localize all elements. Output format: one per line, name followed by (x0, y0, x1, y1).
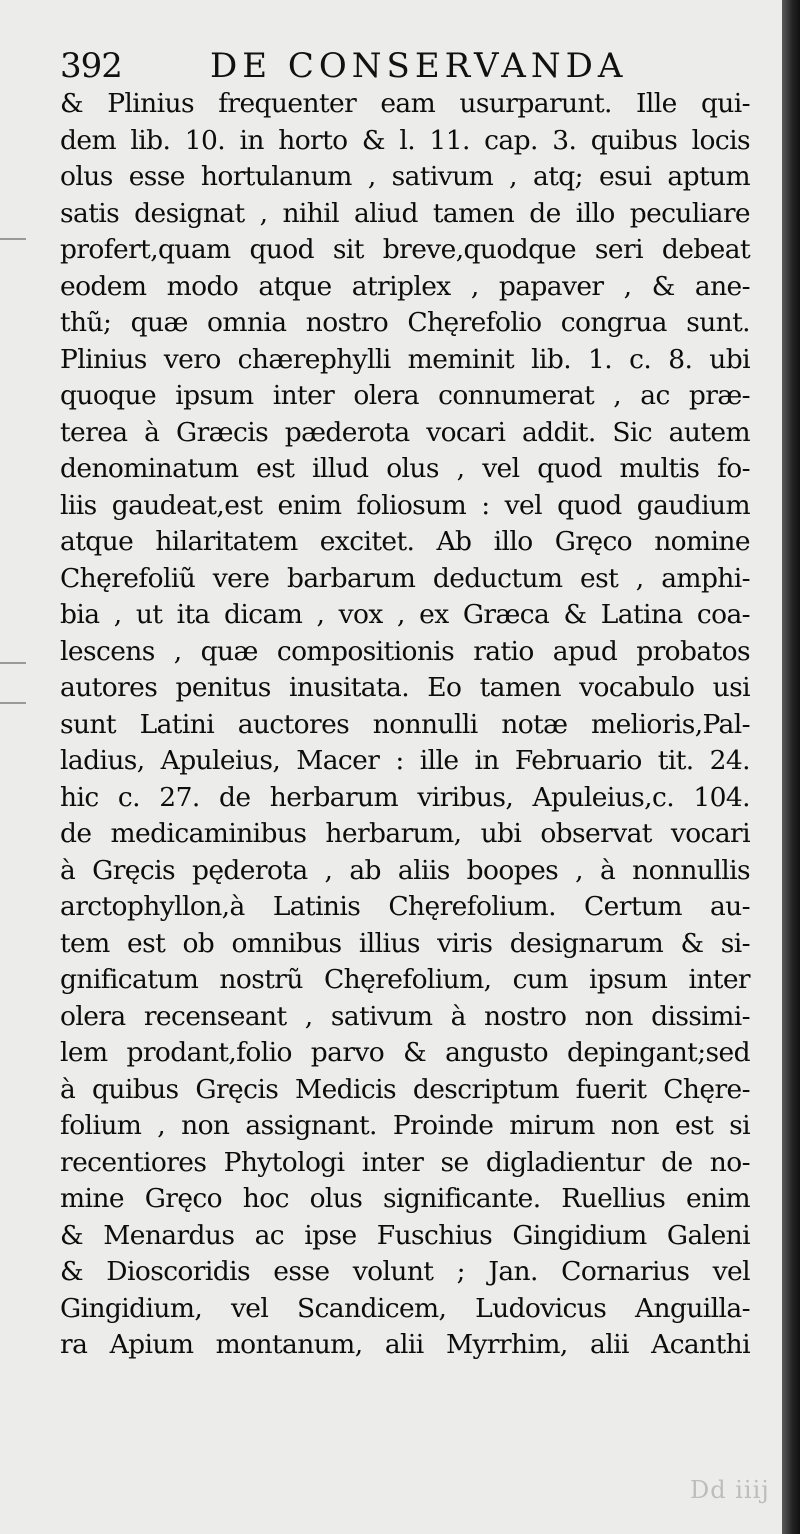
text-line: tem est ob omnibus illius viris designarum & si- (60, 927, 750, 959)
text-line: folium , non assignant. Proinde mirum non est si (60, 1110, 750, 1141)
text-line: à Gręcis pęderota , ab aliis boopes , à nonnullis (60, 854, 750, 886)
text-line: thũ; quæ omnia nostro Chęrefolio congrua sunt. (60, 307, 750, 338)
text-line: terea à Græcis pæderota vocari addit. Sic autem (60, 416, 750, 448)
text-line: ra Apium montanum, alii Myrrhim, alii Acanthi (60, 1329, 750, 1360)
text-line: liis gaudeat,est enim foliosum : vel quod gaudium (60, 489, 750, 521)
text-line: ladius, Apuleius, Macer : ille in Februario tit. 24. (60, 745, 750, 776)
running-head: DE CONSERVANDA (210, 46, 628, 86)
text-line: olus esse hortulanum , sativum , atq; esui aptum (60, 161, 750, 192)
text-line: denominatum est illud olus , vel quod multis fo- (60, 453, 750, 484)
text-line: eodem modo atque atriplex , papaver , & ane- (60, 270, 750, 302)
text-line: sunt Latini auctores nonnulli notæ melioris,Pal- (60, 708, 750, 740)
text-line: profert,quam quod sit breve,quodque seri debeat (60, 234, 750, 265)
text-line: Plinius vero chærephylli meminit lib. 1. c. 8. ubi (60, 343, 750, 375)
text-line: atque hilaritatem excitet. Ab illo Gręco nomine (60, 526, 750, 557)
text-line: bia , ut ita dicam , vox , ex Græca & Latina coa- (60, 599, 750, 630)
text-line: & Plinius frequenter eam usurparunt. Ille qui- (60, 88, 750, 119)
text-line: autores penitus inusitata. Eo tamen vocabulo usi (60, 672, 750, 703)
signature-mark: Dd iiij (690, 1476, 770, 1504)
text-line: Gingidium, vel Scandicem, Ludovicus Anguilla- (60, 1292, 750, 1324)
text-line: gnificatum nostrũ Chęrefolium, cum ipsum inter (60, 964, 750, 995)
text-line: dem lib. 10. in horto & l. 11. cap. 3. quibus locis (60, 124, 750, 156)
margin-mark (0, 702, 26, 704)
text-line: de medicaminibus herbarum, ubi observat vocari (60, 818, 750, 849)
text-line: lem prodant,folio parvo & angusto depingant;sed (60, 1037, 750, 1068)
body-text (60, 86, 750, 1364)
text-line: hic c. 27. de herbarum viribus, Apuleius,c. 104. (60, 781, 750, 813)
text-line: Chęrefoliũ vere barbarum deductum est , amphi- (60, 562, 750, 594)
margin-mark (0, 238, 26, 240)
text-line: recentiores Phytologi inter se digladientur de no- (60, 1146, 750, 1178)
text-line: olera recenseant , sativum à nostro non dissimi- (60, 1000, 750, 1032)
text-line: satis designat , nihil aliud tamen de illo peculiare (60, 197, 750, 229)
page-number: 392 (60, 46, 122, 86)
margin-mark (0, 662, 26, 664)
text-line: & Dioscoridis esse volunt ; Jan. Cornarius vel (60, 1256, 750, 1287)
text-line: mine Gręco hoc olus significante. Ruellius enim (60, 1183, 750, 1214)
text-line: lescens , quæ compositionis ratio apud probatos (60, 635, 750, 667)
text-line: quoque ipsum inter olera connumerat , ac præ- (60, 380, 750, 411)
page-edge-shadow (782, 0, 800, 1534)
page-header (60, 42, 700, 92)
text-line: à quibus Gręcis Medicis descriptum fuerit Chęre- (60, 1073, 750, 1105)
text-line: arctophyllon,à Latinis Chęrefolium. Certum au- (60, 891, 750, 922)
text-line: & Menardus ac ipse Fuschius Gingidium Galeni (60, 1219, 750, 1251)
